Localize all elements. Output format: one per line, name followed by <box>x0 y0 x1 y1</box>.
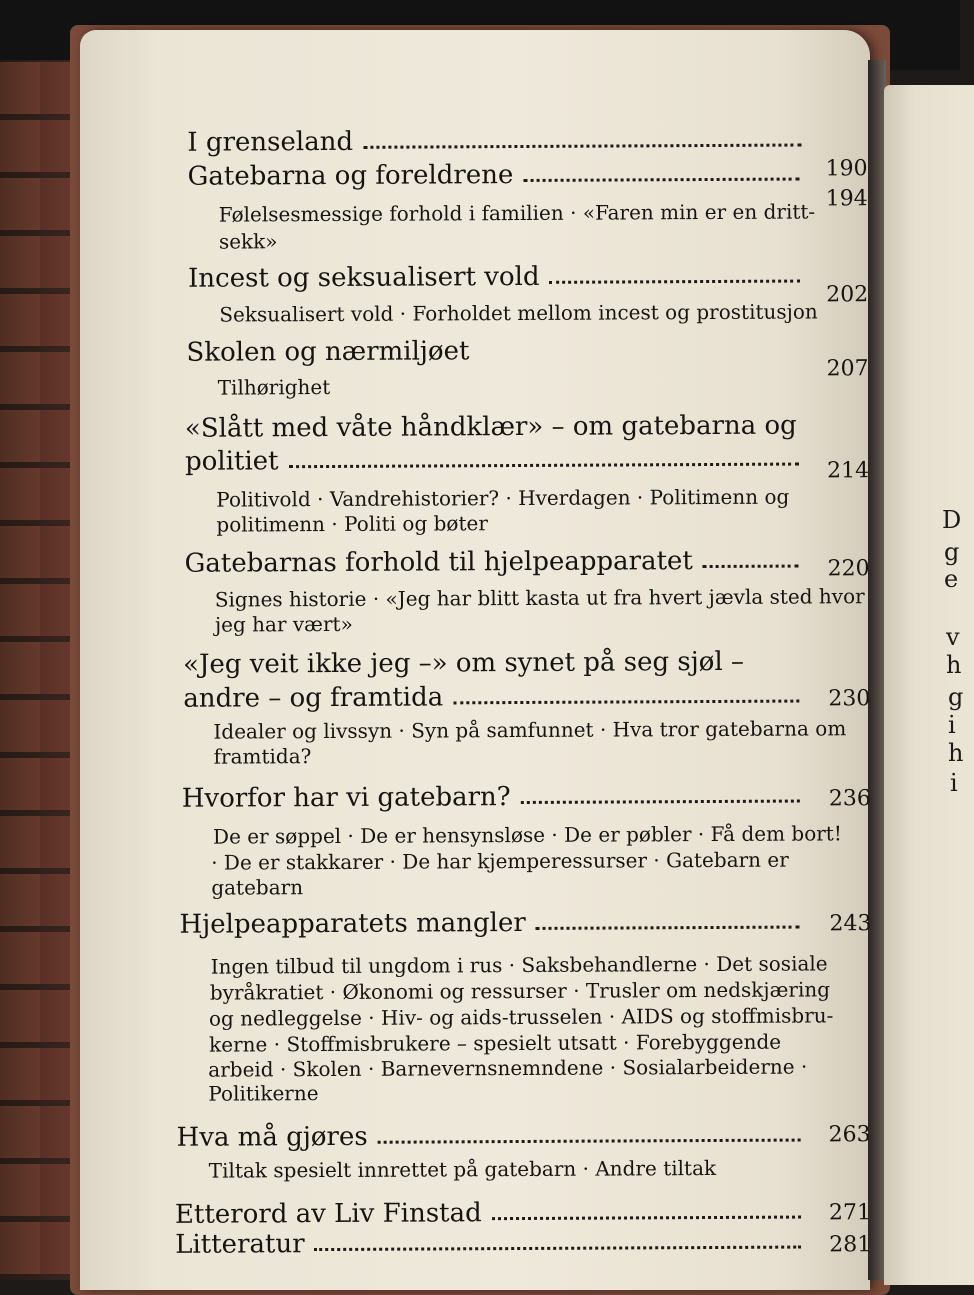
toc-entry-title: I grenseland <box>187 126 354 158</box>
toc-subtopics: De er søppel · De er hensynsløse · De er pøbler · Få dem bort! <box>212 821 842 849</box>
toc-entry-title: Gatebarnas forhold til hjelpeapparatet <box>184 546 693 579</box>
toc-subtopics: · De er stakkarer · De har kjemperessurser · Gatebarn er <box>211 847 789 875</box>
toc-subtopics: og nedleggelse · Hiv- og aids-trusselen · AIDS og stoffmisbru- <box>208 1003 834 1031</box>
toc-entry-title: Skolen og nærmiljøet <box>186 336 470 368</box>
toc-subtopics: jeg har vært» <box>214 611 353 637</box>
toc-subtopics: Politikerne <box>208 1081 319 1106</box>
toc-entry <box>177 1122 807 1151</box>
toc-subtopics: framtida? <box>213 744 312 769</box>
toc-page-number: 281 <box>829 1232 872 1258</box>
facing-page-fragment: g <box>948 683 964 711</box>
dot-leader <box>315 1246 802 1252</box>
toc-subtopics: politimenn · Politi og bøter <box>216 511 488 537</box>
toc-entry-title: Litteratur <box>175 1229 305 1260</box>
facing-page-fragment: i <box>948 711 956 739</box>
toc-subtopics: Følelsesmessige forhold i familien · «Faren min er en dritt- <box>218 199 816 227</box>
facing-page-fragment: v <box>946 623 960 651</box>
toc-page-number: 214 <box>827 458 870 484</box>
toc-entry-title: Hva må gjøres <box>176 1121 368 1153</box>
dot-leader <box>550 280 801 284</box>
toc-subtopics: Politivold · Vandrehistorier? · Hverdagen · Politimenn og <box>216 484 790 512</box>
toc-page-number: 194 <box>825 186 868 212</box>
toc-entry <box>188 261 806 294</box>
toc-subtopics: kerne · Stoffmisbrukere – spesielt utsatt · Forebyggende <box>209 1029 782 1057</box>
toc-entry-title: Hjelpeapparatets mangler <box>179 907 526 940</box>
dot-leader <box>492 1216 801 1221</box>
toc-page-number: 271 <box>828 1200 872 1226</box>
facing-page-fragment: g <box>944 538 960 566</box>
dot-leader <box>363 144 801 149</box>
toc-entry <box>185 548 805 577</box>
toc-entry <box>183 683 805 712</box>
toc-entry-title: politiet <box>184 446 279 477</box>
toc-entry-title: Incest og seksualisert vold <box>188 261 540 294</box>
toc-page-number: 236 <box>828 786 871 812</box>
dot-leader <box>703 565 799 569</box>
toc-entry-title: Etterord av Liv Finstad <box>174 1198 482 1230</box>
toc-entry <box>182 783 806 812</box>
toc-entry <box>187 160 806 192</box>
toc-subtopics: Seksualisert vold · Forholdet mellom incest og prostitusjon <box>219 299 818 327</box>
toc-page-number: 243 <box>829 911 872 937</box>
facing-page-fragment: D <box>942 506 962 534</box>
toc-entry-title: Hvorfor har vi gatebarn? <box>181 782 511 814</box>
toc-subtopics: Idealer og livssyn · Syn på samfunnet · Hva tror gatebarna om <box>213 716 847 744</box>
dot-leader <box>521 800 800 804</box>
dot-leader <box>523 178 799 182</box>
toc-entry-title: «Jeg veit ikke jeg –» om synet på seg sjøl – <box>183 646 745 680</box>
toc-subtopics: Tiltak spesielt innrettet på gatebarn · Andre tiltak <box>208 1155 717 1183</box>
toc-subtopics: Tilhørighet <box>217 374 331 400</box>
toc-entry-title: Gatebarna og foreldrene <box>187 160 514 192</box>
dot-leader <box>289 463 799 469</box>
toc-entry <box>187 126 807 158</box>
toc-page-number: 220 <box>827 556 870 582</box>
facing-page-fragment: e <box>944 565 959 593</box>
toc-subtopics: gatebarn <box>211 875 304 900</box>
dot-leader <box>536 926 800 930</box>
toc-page-number: 230 <box>828 686 871 712</box>
toc-entry <box>179 909 805 938</box>
toc-subtopics: arbeid · Skolen · Barnevernsnemndene · Sosialarbeiderne · <box>208 1054 808 1082</box>
toc-entry-title: «Slått med våte håndklær» – om gatebarna og <box>184 410 797 444</box>
toc-page-number: 263 <box>828 1122 871 1148</box>
toc-page-number: 190 <box>825 156 868 182</box>
toc-entry-title: andre – og framtida <box>183 682 444 714</box>
toc-entry <box>175 1199 807 1228</box>
toc-subtopics: byråkratiet · Økonomi og ressurser · Trusler om nedskjæring <box>209 977 831 1005</box>
dot-leader <box>378 1139 801 1144</box>
toc-page-number: 207 <box>826 356 869 382</box>
toc-subtopics: sekk» <box>218 229 278 254</box>
dot-leader <box>453 700 799 705</box>
facing-page-fragment: i <box>950 769 958 797</box>
toc-subtopics: Ingen tilbud til ungdom i rus · Saksbehandlerne · Det sosiale <box>210 951 828 979</box>
facing-page-fragment: h <box>946 651 962 679</box>
toc-entry <box>185 446 805 475</box>
toc-entry <box>175 1229 807 1258</box>
toc-subtopics: Signes historie · «Jeg har blitt kasta ut fra hvert jævla sted hvor <box>214 584 865 612</box>
toc-page-number: 202 <box>826 282 869 308</box>
facing-page-fragment: h <box>948 739 964 767</box>
